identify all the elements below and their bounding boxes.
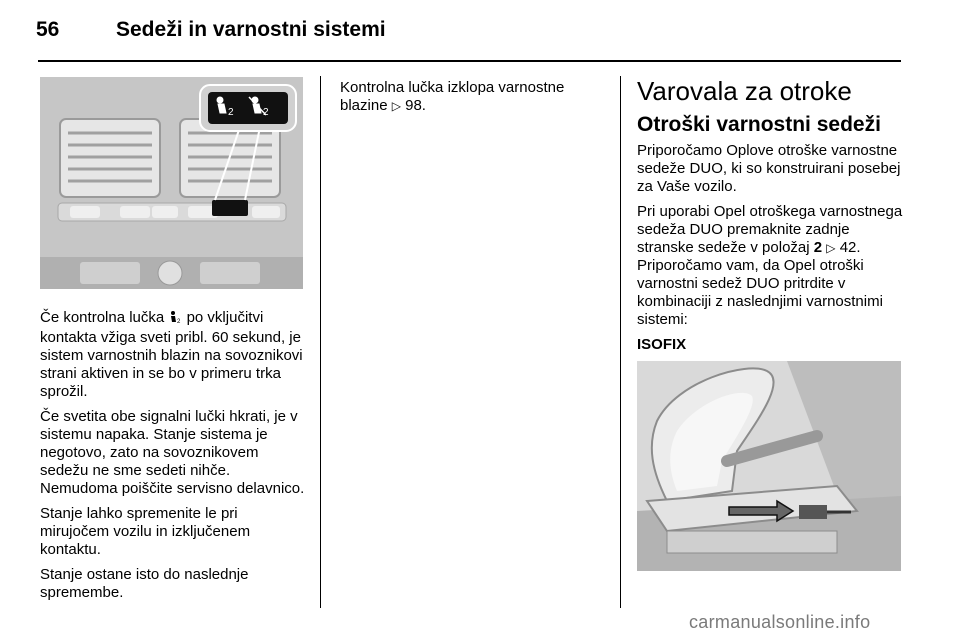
passenger-airbag-on-icon	[168, 310, 182, 329]
page-number: 56	[36, 18, 60, 41]
svg-text:2: 2	[263, 107, 269, 118]
dashboard-airbag-indicator-image	[40, 77, 303, 289]
isofix-label: ISOFIX	[637, 336, 687, 353]
paragraph: Stanje lahko spremenite le pri mirujočem vozilu in izključenem kontaktu.	[40, 505, 251, 558]
isofix-illustration	[637, 361, 901, 571]
subsection-title: Otroški varnostni sedeži	[637, 113, 881, 136]
paragraph-text: Če kontrolna lučka	[40, 309, 165, 326]
column-divider	[320, 76, 321, 608]
column-divider	[620, 76, 621, 608]
page-reference-arrow-icon: ▷	[826, 241, 836, 255]
page-reference[interactable]: 98.	[405, 97, 426, 114]
header-rule	[38, 60, 901, 62]
paragraph: Stanje ostane isto do naslednje spremembe.	[40, 566, 249, 601]
paragraph	[637, 203, 907, 329]
page-reference[interactable]: 42.	[839, 239, 861, 256]
page-title: Sedeži in varnostni sistemi	[116, 18, 386, 41]
page-reference-arrow-icon: ▷	[391, 99, 401, 113]
column-2	[340, 79, 610, 122]
dashboard-illustration	[40, 77, 303, 289]
page-header	[36, 18, 906, 58]
paragraph-text: po vključitvi kontakta vžiga sveti pribl. 60 sekund, je sistem varnostnih blazin na sovoznikovi strani aktiven in se bo v primeru trka sprožil.	[40, 309, 303, 400]
isofix-seat-image	[637, 361, 901, 571]
svg-text:2: 2	[177, 319, 181, 324]
paragraph-text: Pri uporabi Opel otroškega varnostnega sedeža DUO premaknite zadnje stranske sedeže v položaj	[637, 203, 903, 256]
column-3	[637, 76, 907, 571]
paragraph-text: Kontrolna lučka izklopa varnostne blazine	[340, 79, 565, 114]
section-title: Varovala za otroke	[637, 76, 852, 106]
paragraph	[340, 79, 610, 115]
paragraph: Če svetita obe signalni lučki hkrati, je v sistemu napaka. Stanje sistema je negotovo, zato na sovoznikovem sedežu ne sme sedeti nihče. Nemudoma poiščite servisno delavnico.	[40, 408, 305, 497]
paragraph: Priporočamo Oplove otroške varnostne sedeže DUO, ki so konstruirani posebej za Vaše vozilo.	[637, 142, 901, 195]
paragraph	[40, 309, 306, 401]
svg-text:2: 2	[228, 107, 234, 118]
paragraph-text: Priporočamo vam, da Opel otroški varnostni sedež DUO pritrdite v kombinaciji z naslednjimi varnostnimi sistemi:	[637, 257, 883, 328]
seat-position-number: 2	[813, 239, 823, 256]
column-1	[40, 77, 306, 609]
watermark: carmanualsonline.info	[689, 612, 871, 632]
